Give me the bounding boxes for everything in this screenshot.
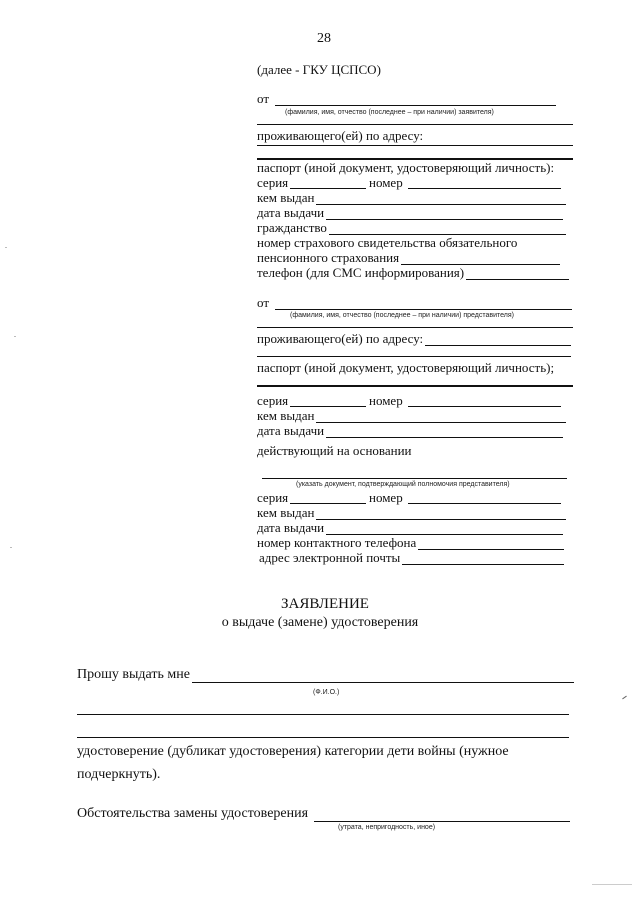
representative-passport-line[interactable] [257,385,573,387]
representative-issue-date-label: дата выдачи [257,423,325,438]
applicant-name-caption: (фамилия, имя, отчество (последнее – при наличии) заявителя) [285,109,494,116]
representative-name-line[interactable] [275,298,572,310]
applicant-snils-line[interactable] [401,253,560,265]
representative-number-label: номер [369,393,403,408]
representative-address-line-2[interactable] [257,356,571,357]
applicant-series-label: серия [257,175,289,190]
representative-number-line[interactable] [408,406,561,407]
applicant-snils-label-1: номер страхового свидетельства обязательного [257,235,518,250]
statement-subtitle: о выдаче (замене) удостоверения [221,615,419,630]
representative-authority-caption: (указать документ, подтверждающий полномочия представителя) [296,481,510,488]
representative-auth-series-line[interactable] [290,503,366,504]
applicant-phone-field[interactable] [257,265,569,280]
representative-series-line[interactable] [290,406,366,407]
representative-issued-by-line[interactable] [316,411,566,423]
representative-email-line[interactable] [402,553,564,565]
applicant-snils-field[interactable] [257,250,560,265]
certificate-category-text-2: подчеркнуть). [77,767,161,782]
applicant-issued-by-field[interactable] [257,190,566,205]
applicant-name-line[interactable] [275,94,556,106]
representative-address-label: проживающего(ей) по адресу: [257,331,424,346]
applicant-name-line-2[interactable] [257,124,573,125]
circumstances-caption: (утрата, непригодность, иное) [338,824,436,831]
page-number: 28 [317,31,331,46]
request-field[interactable] [77,667,574,683]
request-extra-line-2[interactable] [77,737,569,738]
applicant-issue-date-line[interactable] [326,208,563,220]
representative-auth-issued-by-field[interactable] [257,505,566,520]
representative-auth-issue-date-line[interactable] [326,523,563,535]
scan-edge-line [592,884,632,885]
certificate-category-text-1: удостоверение (дубликат удостоверения) категории дети войны (нужное [77,744,509,759]
representative-auth-issued-by-line[interactable] [316,508,566,520]
circumstances-line[interactable] [314,809,570,822]
representative-name-field[interactable] [257,295,572,310]
representative-series-number-row [257,393,561,408]
representative-auth-issue-date-field[interactable] [257,520,563,535]
applicant-issued-by-label: кем выдан [257,190,315,205]
applicant-phone-line[interactable] [466,268,569,280]
statement-title: ЗАЯВЛЕНИЕ [281,596,369,612]
representative-phone-field[interactable] [257,535,564,550]
representative-name-line-2[interactable] [257,327,573,328]
fio-caption: (Ф.И.О.) [313,689,340,696]
agency-short-name: (далее - ГКУ ЦСПСО) [257,62,381,77]
request-extra-line-1[interactable] [77,714,569,715]
applicant-series-line[interactable] [290,188,366,189]
representative-auth-issue-date-label: дата выдачи [257,520,325,535]
applicant-issued-by-line[interactable] [316,193,566,205]
representative-auth-number-label: номер [369,490,403,505]
representative-from-label: от [257,295,270,310]
representative-email-label: адрес электронной почты [259,550,401,565]
representative-issued-by-field[interactable] [257,408,566,423]
applicant-snils-label-2: пенсионного страхования [257,250,400,265]
applicant-phone-label: телефон (для СМС информирования) [257,265,465,280]
applicant-number-line[interactable] [408,188,561,189]
scan-mark [622,696,627,700]
scan-speck [14,336,16,337]
representative-passport-label: паспорт (иной документ, удостоверяющий личность); [257,360,555,375]
request-fio-line[interactable] [192,670,574,683]
applicant-name-field[interactable] [257,91,556,106]
circumstances-label: Обстоятельства замены удостоверения [77,806,309,821]
applicant-issue-date-field[interactable] [257,205,563,220]
representative-issue-date-line[interactable] [326,426,563,438]
applicant-from-label: от [257,91,270,106]
applicant-series-number-row [257,175,561,190]
representative-phone-label: номер контактного телефона [257,535,417,550]
representative-series-label: серия [257,393,289,408]
scan-speck [10,547,12,548]
representative-phone-line[interactable] [418,538,564,550]
representative-email-field[interactable] [259,550,564,565]
scan-speck [5,247,7,248]
representative-address-field[interactable] [257,331,571,346]
applicant-address-line-1[interactable] [257,145,573,146]
representative-auth-issued-by-label: кем выдан [257,505,315,520]
applicant-citizenship-field[interactable] [257,220,566,235]
representative-authority-doc-line[interactable] [262,478,567,479]
representative-address-line[interactable] [425,334,571,346]
request-label: Прошу выдать мне [77,667,190,682]
representative-auth-series-label: серия [257,490,289,505]
representative-issue-date-field[interactable] [257,423,563,438]
applicant-citizenship-label: гражданство [257,220,327,235]
applicant-issue-date-label: дата выдачи [257,205,325,220]
representative-issued-by-label: кем выдан [257,408,315,423]
representative-name-caption: (фамилия, имя, отчество (последнее – при наличии) представителя) [290,312,514,319]
representative-acting-label: действующий на основании [257,443,412,458]
applicant-address-label: проживающего(ей) по адресу: [257,128,424,143]
applicant-number-label: номер [369,175,403,190]
applicant-passport-label: паспорт (иной документ, удостоверяющий личность): [257,160,555,175]
representative-auth-series-number-row [257,490,561,505]
applicant-citizenship-line[interactable] [329,223,566,235]
representative-auth-number-line[interactable] [408,503,561,504]
circumstances-field[interactable] [77,806,570,822]
